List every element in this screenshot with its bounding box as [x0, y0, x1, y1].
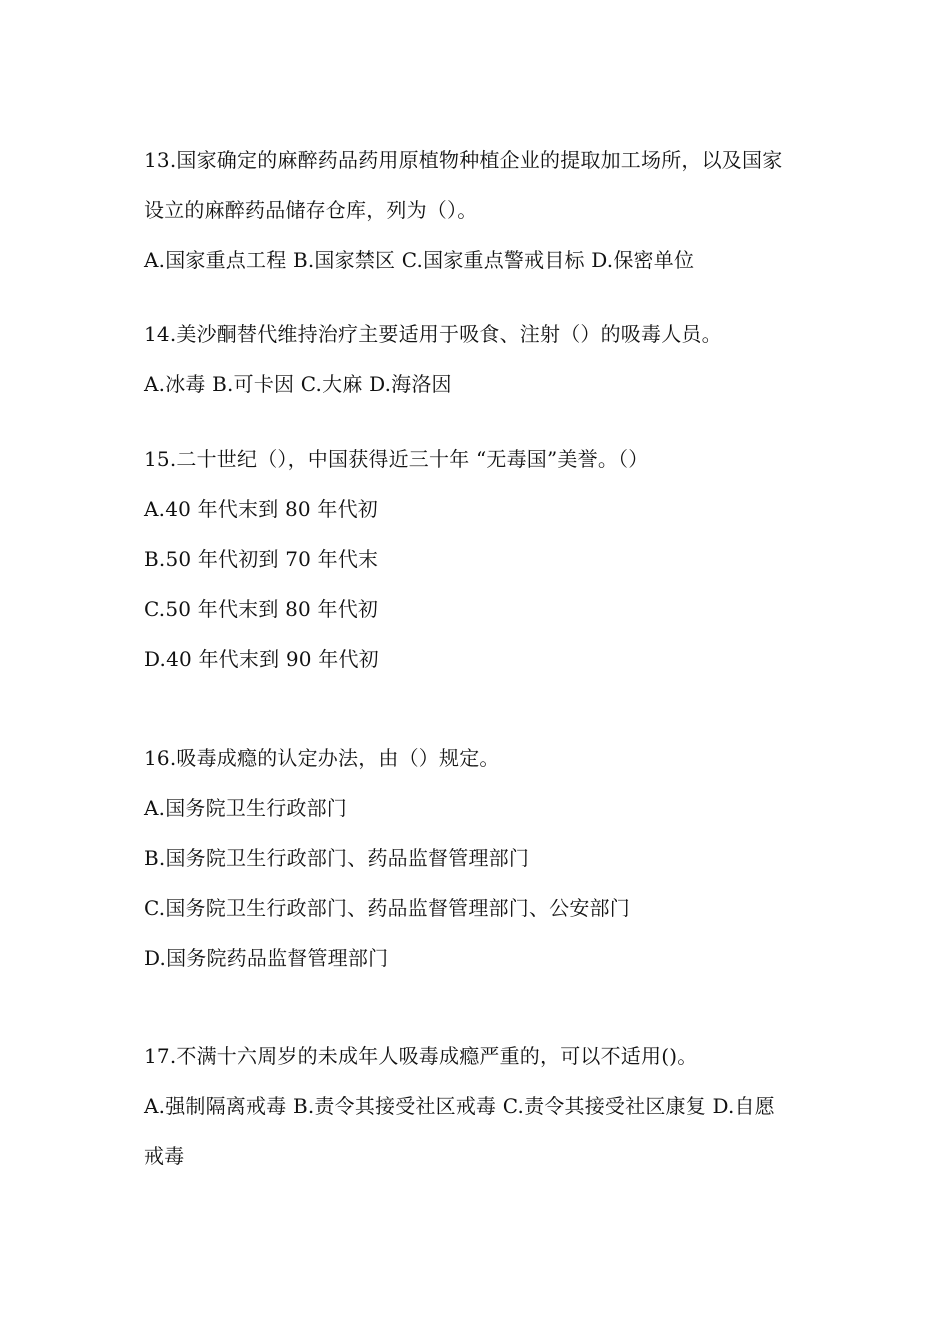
question-15-option-c: C.50 年代末到 80 年代初 — [144, 597, 379, 621]
question-13-stem-line-2: 设立的麻醉药品储存仓库，列为（）。 — [144, 198, 478, 222]
question-15-stem: 15.二十世纪（），中国获得近三十年 “无毒国”美誉。（） — [144, 447, 649, 471]
question-15-option-a: A.40 年代末到 80 年代初 — [144, 497, 378, 521]
question-16-option-d: D.国务院药品监督管理部门 — [144, 946, 389, 970]
question-14-options: A.冰毒 B.可卡因 C.大麻 D.海洛因 — [144, 372, 452, 396]
question-17-options-line-2: 戒毒 — [144, 1144, 185, 1168]
question-15-option-d: D.40 年代末到 90 年代初 — [144, 647, 379, 671]
question-16-option-a: A.国务院卫生行政部门 — [144, 796, 348, 820]
question-14-stem: 14.美沙酮替代维持治疗主要适用于吸食、注射（）的吸毒人员。 — [144, 322, 722, 346]
question-16-stem: 16.吸毒成瘾的认定办法，由（）规定。 — [144, 746, 500, 770]
question-15-option-b: B.50 年代初到 70 年代末 — [144, 547, 379, 571]
question-17-stem: 17.不满十六周岁的未成年人吸毒成瘾严重的，可以不适用()。 — [144, 1044, 698, 1068]
question-17-options-line-1: A.强制隔离戒毒 B.责令其接受社区戒毒 C.责令其接受社区康复 D.自愿 — [144, 1094, 775, 1118]
question-13-options: A.国家重点工程 B.国家禁区 C.国家重点警戒目标 D.保密单位 — [144, 248, 695, 272]
question-16-option-b: B.国务院卫生行政部门、药品监督管理部门 — [144, 846, 530, 870]
question-16-option-c: C.国务院卫生行政部门、药品监督管理部门、公安部门 — [144, 896, 630, 920]
question-13-stem-line-1: 13.国家确定的麻醉药品药用原植物种植企业的提取加工场所，以及国家 — [144, 148, 783, 172]
